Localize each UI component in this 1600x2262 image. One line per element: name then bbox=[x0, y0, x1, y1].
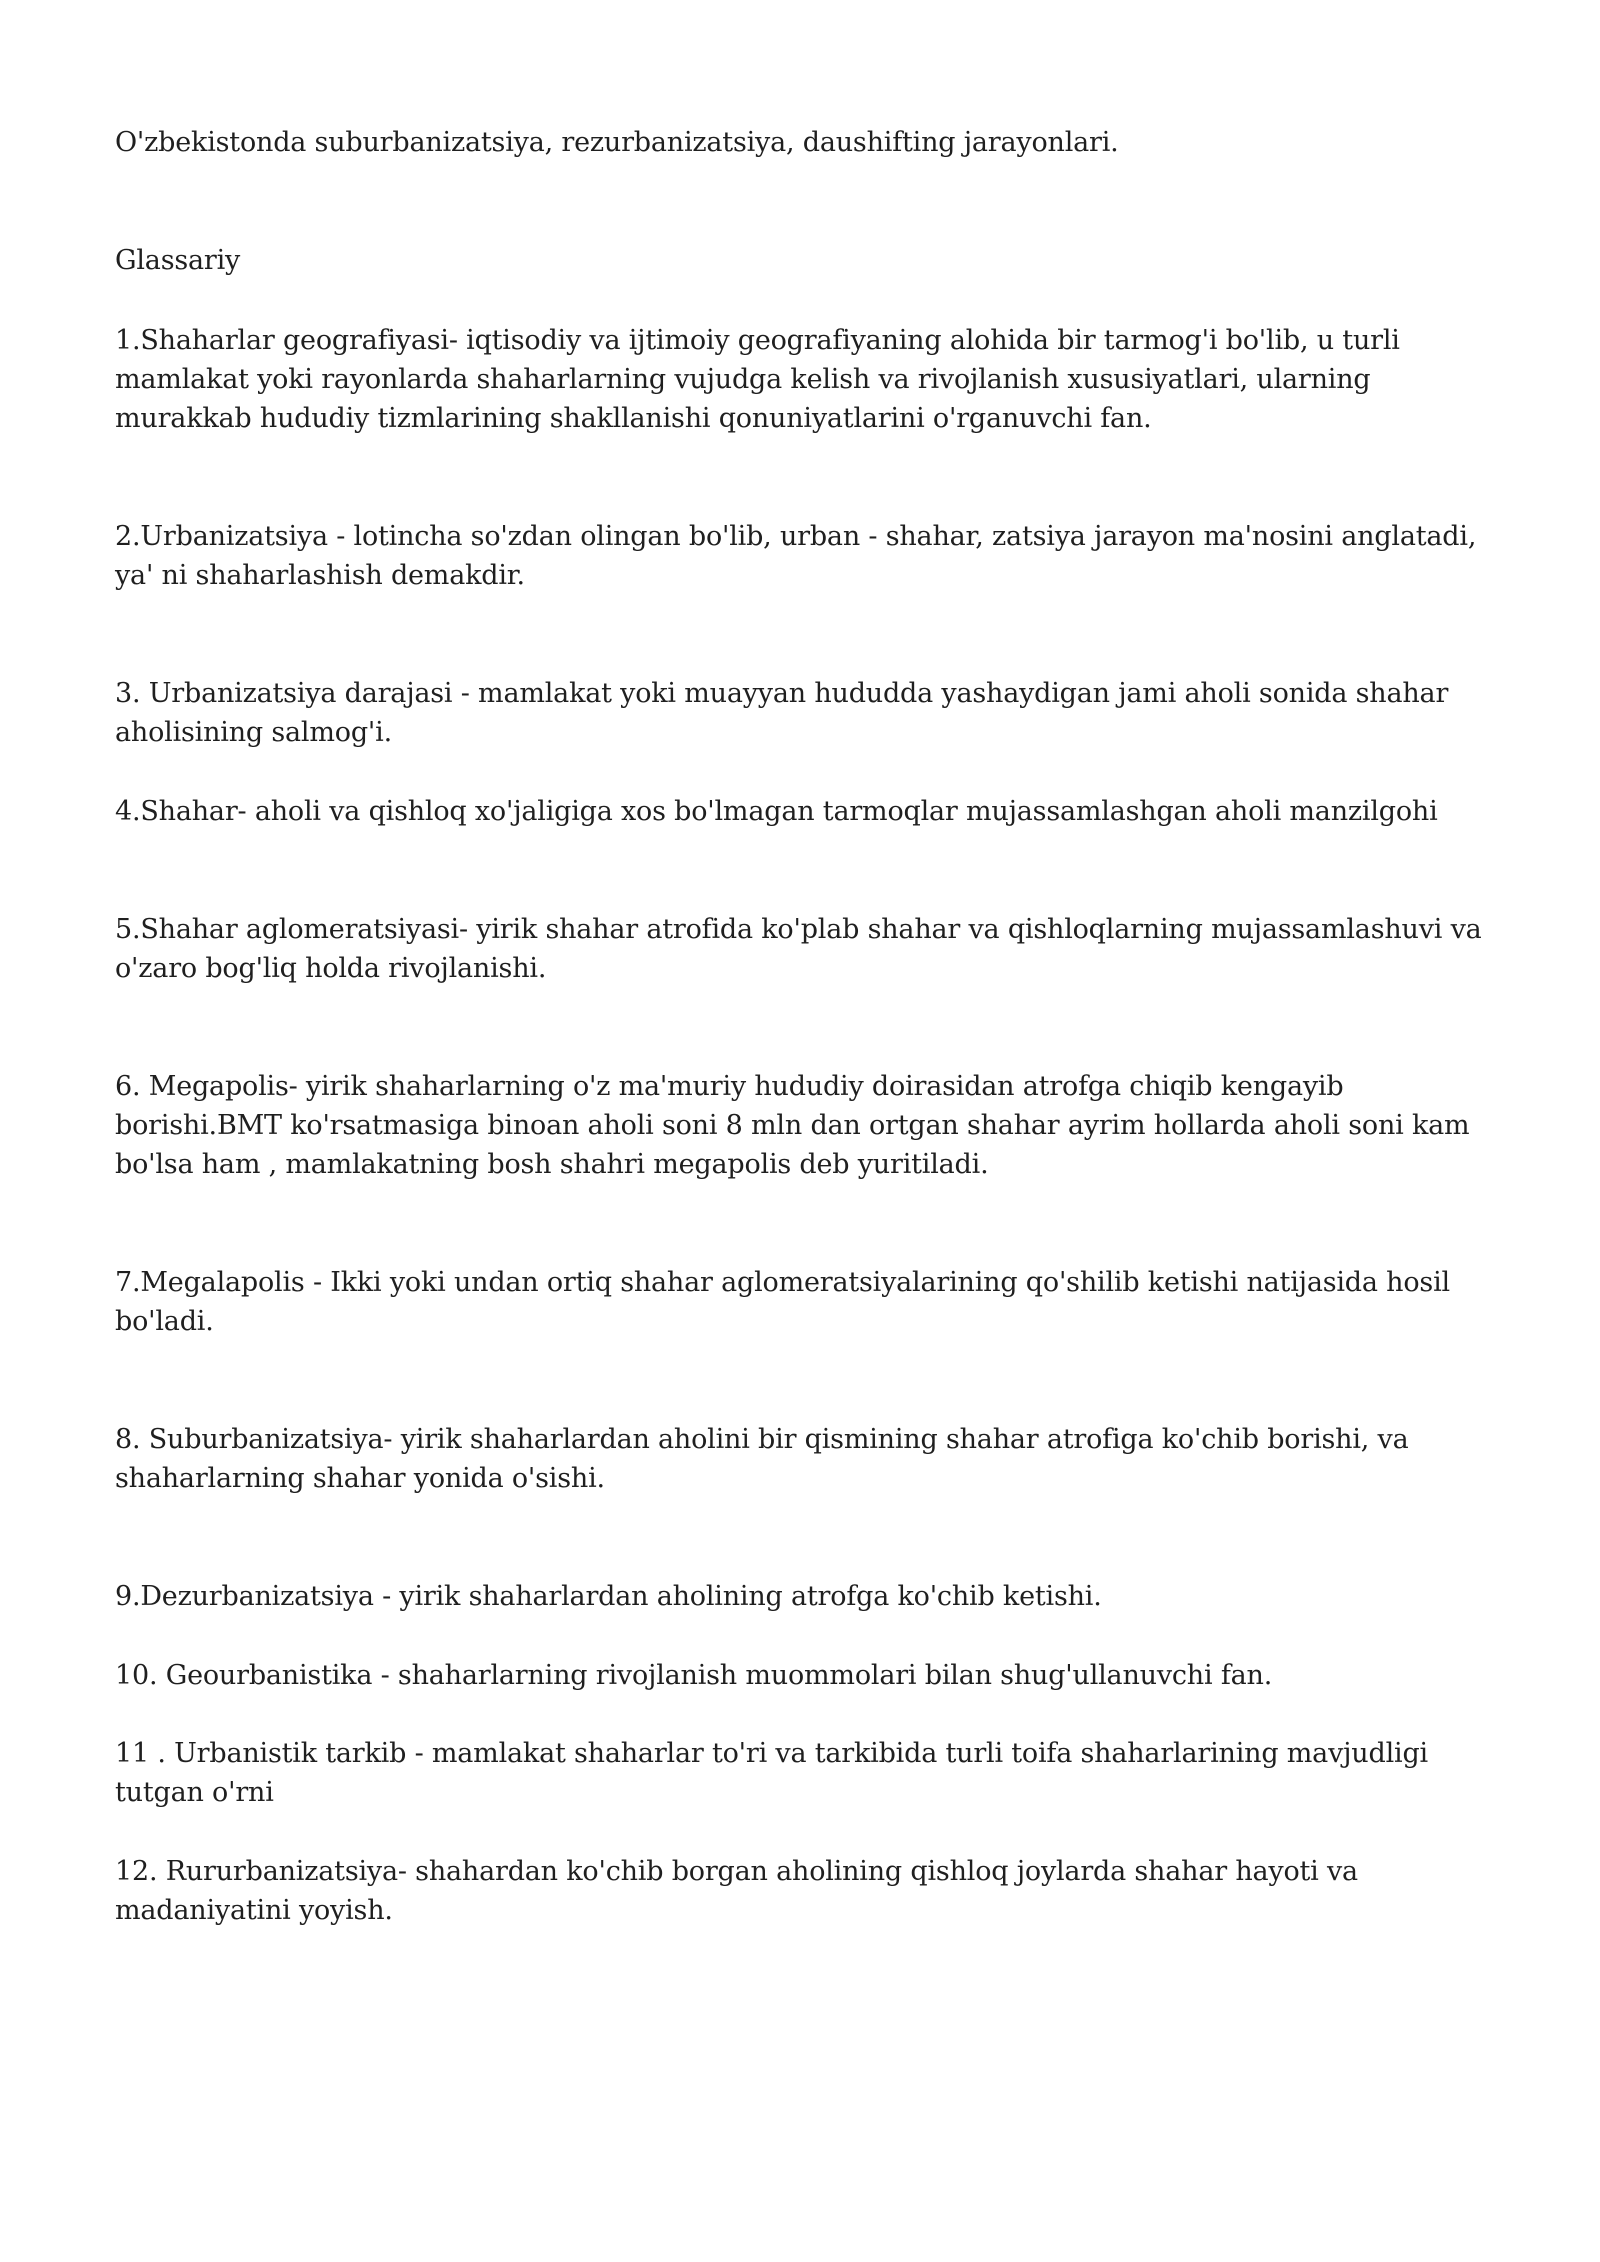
glossary-entry-line: 10. Geourbanistika - shaharlarning rivojlanish muommolari bilan shug'ullanuvchi fan. bbox=[115, 1660, 1273, 1691]
glossary-entry-line: 1.Shaharlar geografiyasi- iqtisodiy va ijtimoiy geografiyaning alohida bir tarmog'i bo'lib, u turli bbox=[115, 325, 1400, 356]
glossary-entry-line: 5.Shahar aglomeratsiyasi- yirik shahar atrofida ko'plab shahar va qishloqlarning mujassamlashuvi va bbox=[115, 914, 1482, 945]
document-heading: O'zbekistonda suburbanizatsiya, rezurbanizatsiya, daushifting jarayonlari. bbox=[115, 127, 1119, 158]
glossary-entry-line: madaniyatini yoyish. bbox=[115, 1895, 393, 1926]
glossary-entry-line: bo'lsa ham , mamlakatning bosh shahri megapolis deb yuritiladi. bbox=[115, 1149, 989, 1180]
glossary-entry-line: bo'ladi. bbox=[115, 1306, 214, 1337]
glossary-entry-line: shaharlarning shahar yonida o'sishi. bbox=[115, 1463, 605, 1494]
glossary-entry-line: tutgan o'rni bbox=[115, 1777, 274, 1808]
glossary-entry-line: mamlakat yoki rayonlarda shaharlarning vujudga kelish va rivojlanish xususiyatlari, ularning bbox=[115, 364, 1371, 395]
glossary-title: Glassariy bbox=[115, 245, 241, 276]
glossary-entry-line: 7.Megalapolis - Ikki yoki undan ortiq shahar aglomeratsiyalarining qo'shilib ketishi natijasida hosil bbox=[115, 1267, 1450, 1298]
glossary-entry-line: ya' ni shaharlashish demakdir. bbox=[115, 560, 525, 591]
glossary-entry-line: borishi.BMT ko'rsatmasiga binoan aholi soni 8 mln dan ortgan shahar ayrim hollarda aholi soni kam bbox=[115, 1110, 1470, 1141]
glossary-entry-line: 12. Rururbanizatsiya- shahardan ko'chib borgan aholining qishloq joylarda shahar hayoti va bbox=[115, 1856, 1358, 1887]
glossary-entry-line: 2.Urbanizatsiya - lotincha so'zdan olingan bo'lib, urban - shahar, zatsiya jarayon ma'nosini anglatadi, bbox=[115, 521, 1477, 552]
glossary-entry-line: aholisining salmog'i. bbox=[115, 717, 392, 748]
glossary-entry-line: 8. Suburbanizatsiya- yirik shaharlardan aholini bir qismining shahar atrofiga ko'chib borishi, va bbox=[115, 1424, 1409, 1455]
glossary-entry-line: 4.Shahar- aholi va qishloq xo'jaligiga xos bo'lmagan tarmoqlar mujassamlashgan aholi manzilgohi bbox=[115, 796, 1438, 827]
glossary-entry-line: 9.Dezurbanizatsiya - yirik shaharlardan aholining atrofga ko'chib ketishi. bbox=[115, 1581, 1102, 1612]
glossary-entry-line: 11 . Urbanistik tarkib - mamlakat shaharlar to'ri va tarkibida turli toifa shaharlarining mavjudligi bbox=[115, 1738, 1428, 1769]
glossary-entry-line: 6. Megapolis- yirik shaharlarning o'z ma'muriy hududiy doirasidan atrofga chiqib kengayib bbox=[115, 1071, 1344, 1102]
glossary-entry-line: 3. Urbanizatsiya darajasi - mamlakat yoki muayyan hududda yashaydigan jami aholi sonida shahar bbox=[115, 678, 1449, 709]
glossary-entry-line: o'zaro bog'liq holda rivojlanishi. bbox=[115, 953, 547, 984]
glossary-entry-line: murakkab hududiy tizmlarining shakllanishi qonuniyatlarini o'rganuvchi fan. bbox=[115, 403, 1152, 434]
